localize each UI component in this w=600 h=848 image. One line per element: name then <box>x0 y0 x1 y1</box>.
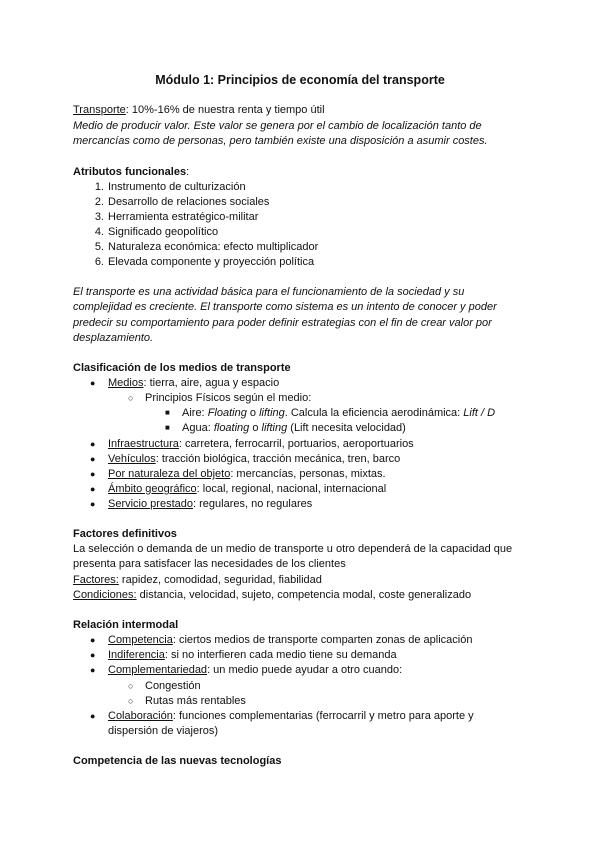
transporte-line <box>73 103 325 117</box>
bullet-icon: ● <box>90 635 96 645</box>
factores-heading: Factores definitivos <box>73 528 177 540</box>
bullet-icon: ● <box>90 454 96 464</box>
bullet-icon: ● <box>90 711 96 721</box>
paragraph-line: desplazamiento. <box>73 332 154 344</box>
square-bullet-icon: ■ <box>165 423 170 432</box>
bullet-icon: ● <box>90 378 96 388</box>
circle-bullet-icon: ○ <box>128 696 134 706</box>
factores-line: presenta para satisfacer las necesidades de los clientes <box>73 558 346 570</box>
transporte-italic-1: Medio de producir valor. Este valor se genera por el cambio de localización tanto de <box>73 120 482 132</box>
transporte-italic-2: mercancías como de personas, pero también existe una disposición a asumir costes. <box>73 135 488 147</box>
bullet-icon: ● <box>90 439 96 449</box>
paragraph-line: complejidad es creciente. El transporte como sistema es un intento de conocer y poder <box>73 301 497 313</box>
bullet-icon: ● <box>90 484 96 494</box>
document-page: Módulo 1: Principios de economía del transporte Transporte: 10%-16% de nuestra renta y tiempo útil Medio de producir valor. Este valor se genera por el cambio de localización tanto de mercancías como de personas, pero también existe una disposición a asumir costes. Atributos funcionales: 1. Instrumento de culturización 2. Desarrollo de relaciones sociales 3. Herramienta estratégico-militar 4. Significado geopolítico 5. Naturaleza económica: efecto multiplicador 6. Elevada componente y proyección política El transporte es una actividad básica para el funcionamiento de la sociedad y su complejidad es creciente. El transporte como sistema es un intento de conocer y poder predecir su comportamiento para poder definir estrategias con el fin de crear valor por desplazamiento. Clasificación de los medios de transporte ● Medios: tierra, aire, agua y espacio ○ Principios Físicos según el medio: ■ Aire: Floating o lifting. Calcula la eficiencia aerodinámica: Lift / D ■ Agua: floating o lifting (Lift necesita velocidad) ● Infraestructura: carretera, ferrocarril, portuarios, aeroportuarios ● Vehículos: tracción biológica, tracción mecánica, tren, barco ● Por naturaleza del objeto: mercancías, personas, mixtas. ● Ámbito geográfico: local, regional, nacional, internacional ● Servicio prestado: regulares, no regulares Factores definitivos La selección o demanda de un medio de transporte u otro dependerá de la capacidad que presenta para satisfacer las necesidades de los clientes Factores: rapidez, comodidad, seguridad, fiabilidad Condiciones: distancia, velocidad, sujeto, competencia modal, coste generalizado Relación intermodal ● Competencia: ciertos medios de transporte comparten zonas de aplicación ● Indiferencia: si no interfieren cada medio tiene su demanda ● Complementariedad: un medio puede ayudar a otro cuando: ○ Congestión ○ Rutas más rentables ● Colaboración: funciones complementarias (ferrocarril y metro para aporte y dispersión de viajeros) Competencia de las nuevas tecnologías <box>0 0 600 848</box>
transporte-label: Transporte <box>73 104 126 116</box>
competencia-heading: Competencia de las nuevas tecnologías <box>73 755 282 767</box>
bullet-icon: ● <box>90 665 96 675</box>
circle-bullet-icon: ○ <box>128 681 134 691</box>
factores-line: La selección o demanda de un medio de transporte u otro dependerá de la capacidad que <box>73 543 513 555</box>
square-bullet-icon: ■ <box>165 408 170 417</box>
bullet-icon: ● <box>90 499 96 509</box>
circle-bullet-icon: ○ <box>128 393 134 403</box>
atributos-heading: Atributos funcionales: <box>73 166 190 178</box>
paragraph-line: predecir su comportamiento para poder definir estrategias con el fin de crear valor por <box>73 317 492 329</box>
paragraph-line: El transporte es una actividad básica para el funcionamiento de la sociedad y su <box>73 286 465 298</box>
relacion-heading: Relación intermodal <box>73 619 179 631</box>
transporte-text: : 10%-16% de nuestra renta y tiempo útil <box>125 104 325 116</box>
bullet-icon: ● <box>90 469 96 479</box>
clasificacion-heading: Clasificación de los medios de transporte <box>73 362 291 374</box>
list-item-continuation: dispersión de viajeros) <box>108 725 219 737</box>
factores-list-line: Factores: rapidez, comodidad, seguridad, fiabilidad <box>73 574 322 586</box>
condiciones-line: Condiciones: distancia, velocidad, sujeto, competencia modal, coste generalizado <box>73 589 472 601</box>
page-title: Módulo 1: Principios de economía del transporte <box>155 73 445 87</box>
bullet-icon: ● <box>90 650 96 660</box>
